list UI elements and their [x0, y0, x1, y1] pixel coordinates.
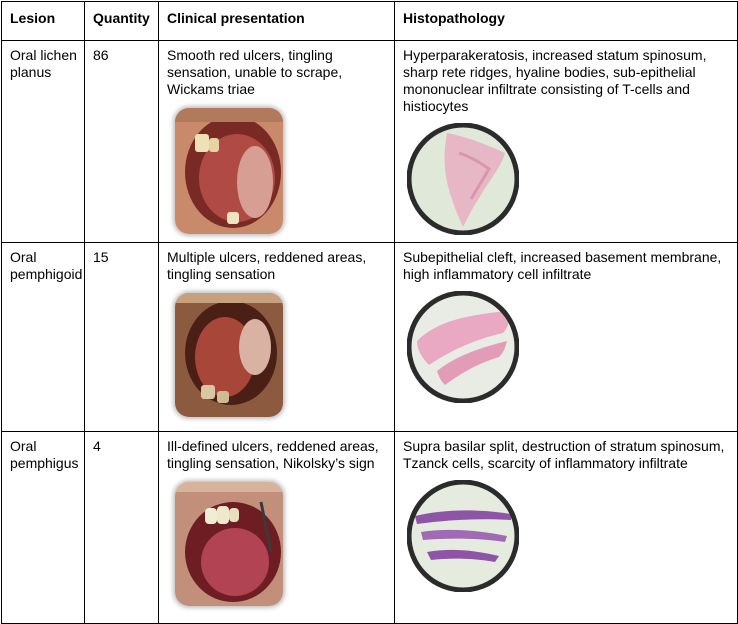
- clinical-text: Multiple ulcers, reddened areas, tingling sensation: [167, 249, 367, 282]
- histopathology-cell: [395, 432, 738, 624]
- lesion-cell: Oral pemphigus: [2, 432, 85, 624]
- header-lesion: Lesion: [2, 2, 85, 41]
- histopathology-text: Subepithelial cleft, increased basement membrane, high inflammatory cell infiltrate: [403, 249, 722, 282]
- lesion-table: [1, 1, 738, 624]
- clinical-text: Ill-defined ulcers, reddened areas, tingling sensation, Nikolsky’s sign: [167, 438, 379, 471]
- clinical-photo: [175, 482, 283, 606]
- table-header-row: [2, 2, 738, 41]
- header-histopathology: Histopathology: [395, 2, 738, 41]
- histopathology-cell: [395, 41, 738, 243]
- quantity-cell: 86: [85, 41, 159, 243]
- histopathology-text: Hyperparakeratosis, increased statum spinosum, sharp rete ridges, hyaline bodies, sub-epithelial mononuclear infiltrate consisting of T-cells and histiocytes: [403, 47, 707, 114]
- lesion-cell: Oral lichen planus: [2, 41, 85, 243]
- micrograph-image: [407, 291, 519, 403]
- histopathology-text: Supra basilar split, destruction of stratum spinosum, Tzanck cells, scarcity of inflammatory infiltrate: [403, 438, 725, 471]
- histopathology-cell: [395, 243, 738, 432]
- clinical-cell: [159, 41, 395, 243]
- micrograph-image: [407, 123, 519, 235]
- quantity-cell: 15: [85, 243, 159, 432]
- micrograph-image: [407, 480, 519, 592]
- table-row: [2, 41, 738, 243]
- header-quantity: Quantity: [85, 2, 159, 41]
- clinical-text: Smooth red ulcers, tingling sensation, unable to scrape, Wickams triae: [167, 47, 343, 97]
- table-row: [2, 432, 738, 624]
- table-row: [2, 243, 738, 432]
- quantity-cell: 4: [85, 432, 159, 624]
- clinical-cell: [159, 243, 395, 432]
- header-clinical-presentation: Clinical presentation: [159, 2, 395, 41]
- clinical-cell: [159, 432, 395, 624]
- clinical-photo: [175, 293, 283, 417]
- lesion-cell: Oral pemphigoid: [2, 243, 85, 432]
- clinical-photo: [175, 108, 283, 234]
